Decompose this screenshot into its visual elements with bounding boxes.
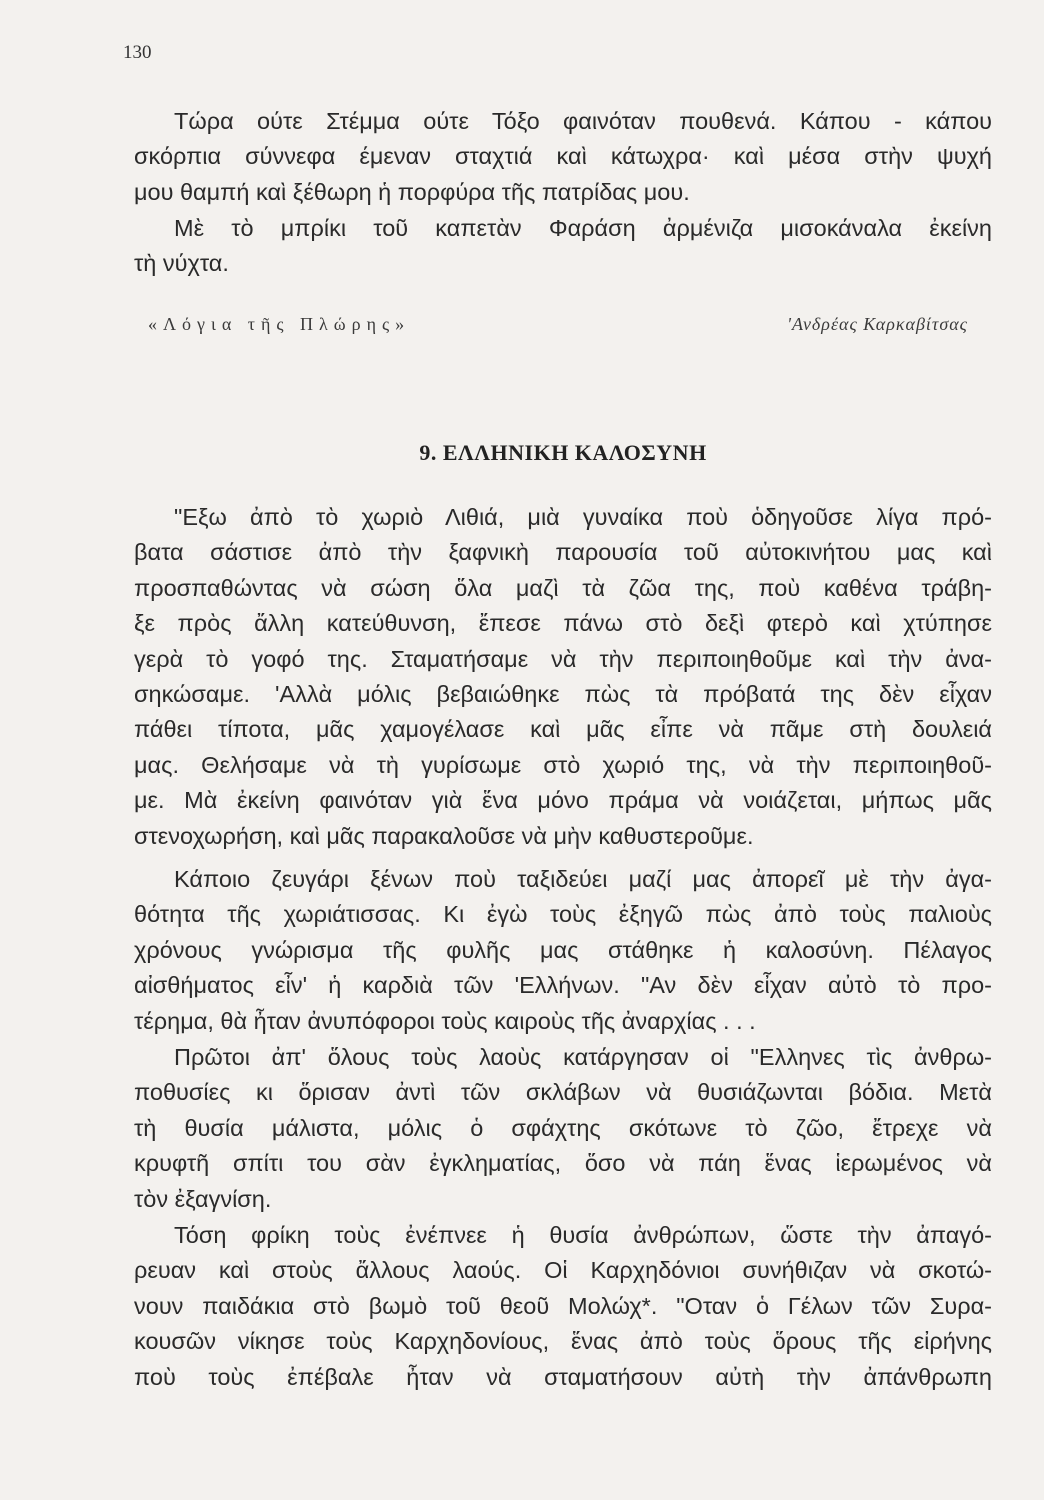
text-line: τέρημα, θὰ ἦταν ἀνυπόφοροι τοὺς καιροὺς τῆς ἀναρχίας . . . <box>134 1007 756 1034</box>
text-line: χρόνους γνώρισμα τῆς φυλῆς μας στάθηκε ἡ καλοσύνη. Πέλαγος <box>134 936 992 963</box>
text-line: τὸν ἐξαγνίση. <box>134 1185 272 1212</box>
text-line: αἰσθήματος εἶν' ἡ καρδιὰ τῶν 'Ελλήνων. "Αν δὲν εἶχαν αὐτὸ τὸ προ- <box>134 972 992 999</box>
text-line: νουν παιδάκια στὸ βωμὸ τοῦ θεοῦ Μολώχ*. "Οταν ὁ Γέλων τῶν Συρα- <box>134 1292 992 1319</box>
text-line: Πρῶτοι ἀπ' ὅλους τοὺς λαοὺς κατάργησαν οἱ "Ελληνες τὶς ἀνθρω- <box>174 1044 992 1070</box>
text-line: "Εξω ἀπὸ τὸ χωριὸ Λιθιά, μιὰ γυναίκα ποὺ ὁδηγοῦσε λίγα πρό- <box>174 504 992 530</box>
intro-closing-paragraph <box>134 211 992 282</box>
text-line: κρυφτῆ σπίτι του σὰν ἐγκληματίας, ὅσο νὰ πάη ἕνας ἱερωμένος νὰ <box>134 1150 992 1177</box>
text-line: ξε πρὸς ἄλλη κατεύθυνση, ἔπεσε πάνω στὸ δεξὶ φτερὸ καὶ χτύπησε <box>134 610 992 637</box>
text-line: Τόση φρίκη τοὺς ἐνέπνεε ἡ θυσία ἀνθρώπων, ὥστε τὴν ἀπαγό- <box>174 1222 992 1248</box>
text-line: πάθει τίποτα, μᾶς χαμογέλασε καὶ μᾶς εἶπε νὰ πᾶμε στὴ δουλειά <box>134 716 992 743</box>
section-paragraph-2 <box>134 862 992 1039</box>
text-line: ποὺ τοὺς ἐπέβαλε ἦταν νὰ σταματήσουν αὐτὴ τὴν ἀπάνθρωπη <box>134 1363 992 1390</box>
text-line: βατα σάστισε ἀπὸ τὴν ξαφνικὴ παρουσία τοῦ αὐτοκινήτου μας καὶ <box>134 539 992 566</box>
text-line: θότητα τῆς χωριάτισσας. Κι ἐγὼ τοὺς ἐξηγῶ πὼς ἀπὸ τοὺς παλιοὺς <box>134 901 992 928</box>
text-line: τὴ νύχτα. <box>134 250 229 277</box>
section-paragraph-4 <box>134 1218 992 1395</box>
text-line: ποθυσίες κι ὅρισαν ἀντὶ τῶν σκλάβων νὰ θυσιάζωνται βόδια. Μετὰ <box>134 1079 992 1106</box>
text-line: μας. Θελήσαμε νὰ τὴ γυρίσωμε στὸ χωριό της, νὰ τὴν περιποιηθοῦ- <box>134 751 992 778</box>
text-line: προσπαθώντας νὰ σώση ὅλα μαζὶ τὰ ζῶα της, ποὺ καθένα τράβη- <box>134 574 992 601</box>
section-heading: 9. ΕΛΛΗΝΙΚΗ ΚΑΛΟΣΥΝΗ <box>419 440 707 465</box>
text-line: σηκώσαμε. 'Αλλὰ μόλις βεβαιώθηκε πὼς τὰ πρόβατά της δὲν εἶχαν <box>134 681 992 708</box>
text-line: σκόρπια σύννεφα έμεναν σταχτιά καὶ κάτωχρα· καὶ μέσα στὴν ψυχή <box>134 143 992 170</box>
section-paragraph-1 <box>134 500 992 854</box>
text-line: στενοχωρήση, καὶ μᾶς παρακαλοῦσε νὰ μὴν καθυστεροῦμε. <box>134 822 754 849</box>
text-line: με. Μὰ ἐκείνη φαινόταν γιὰ ἕνα μόνο πράμα νὰ νοιάζεται, μήπως μᾶς <box>134 787 992 814</box>
text-line: ρευαν καὶ στοὺς ἄλλους λαούς. Οἱ Καρχηδόνιοι συνήθιζαν νὰ σκοτώ- <box>134 1257 992 1284</box>
text-line: μου θαμπή καὶ ξέθωρη ἡ πορφύρα τῆς πατρίδας μου. <box>134 178 690 205</box>
page-number: 130 <box>123 42 152 63</box>
text-line: Μὲ τὸ μπρίκι τοῦ καπετὰν Φαράση ἀρμένιζα μισοκάναλα ἐκείνη <box>174 215 992 241</box>
text-line: Κάποιο ζευγάρι ξένων ποὺ ταξιδεύει μαζί μας ἀπορεῖ μὲ τὴν ἀγα- <box>174 866 992 892</box>
text-line: γερὰ τὸ γοφό της. Σταματήσαμε νὰ τὴν περιποιηθοῦμε καὶ τὴν ἀνα- <box>134 645 992 672</box>
text-line: τὴ θυσία μάλιστα, μόλις ὁ σφάχτης σκότωνε τὸ ζῶο, ἔτρεχε νὰ <box>134 1114 992 1141</box>
source-title: «Λόγια τῆς Πλώρης» <box>148 314 411 334</box>
source-author: 'Ανδρέας Καρκαβίτσας <box>787 314 968 334</box>
source-attribution <box>148 306 968 340</box>
text-line: κουσῶν νίκησε τοὺς Καρχηδονίους, ἕνας ἀπὸ τοὺς ὅρους τῆς εἰρήνης <box>134 1328 992 1355</box>
intro-paragraph <box>134 104 992 210</box>
section-paragraph-3 <box>134 1040 992 1217</box>
text-line: Τώρα ούτε Στέμμα ούτε Τόξο φαινόταν πουθενά. Κάπου - κάπου <box>174 108 992 134</box>
